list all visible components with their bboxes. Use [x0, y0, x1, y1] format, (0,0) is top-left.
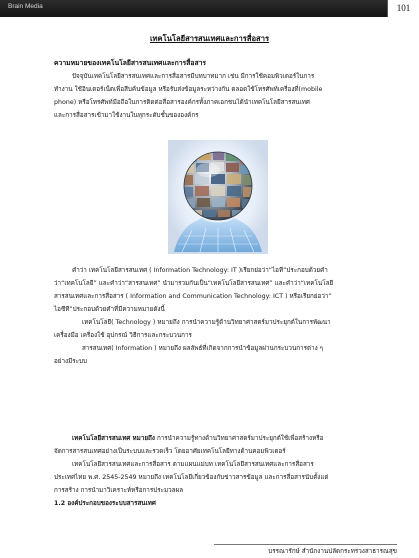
- information-line: สารสนเทศ( Information ) หมายถึง ผลลัพธ์ที่เกิดจากการนำข้อมูลผ่านกระบวนการต่าง ๆ: [82, 345, 324, 352]
- page-header: [0, 0, 419, 17]
- information-line: อย่างมีระบบ: [54, 358, 87, 365]
- globe-illustration: [168, 140, 268, 254]
- it-definition-paragraph: [54, 432, 374, 510]
- it-definition-text: การนำความรู้ทางด้านวิทยาศาสตร์มาประยุกต์ใช้เพื่อสร้างหรือ: [154, 435, 324, 442]
- document-title: เทคโนโลยีสารสนเทศและการสื่อสาร: [149, 34, 270, 43]
- definition-line: ว่า“เทคโนโลยี” และคำว่า“สารสนเทศ” นำมารวมกันเป็น“เทคโนโลยีสารสนเทศ” และคำว่า“เทคโนโลยี: [54, 280, 334, 287]
- definition-line: ไอซีที”ประกอบด้วยคำที่มีความหมายดังนี้: [54, 306, 165, 313]
- page-number: 101: [387, 0, 419, 17]
- footer-text: บรรณารักษ์ สำนักงานปลัดกระทรวงสาธารณสุข: [268, 548, 397, 555]
- subsection-heading: 1.2 องค์ประกอบของระบบสารสนเทศ: [54, 500, 156, 507]
- intro-paragraph: [54, 70, 374, 122]
- ict-line: เทคโนโลยีสารสนเทศและการสื่อสาร ตามแผนแม่บท เทคโนโลยีสารสนเทศและการสื่อสาร: [72, 461, 314, 468]
- it-definition-term: เทคโนโลยีสารสนเทศ หมายถึง: [72, 435, 155, 442]
- intro-line: ทำงาน ใช้อินเตอร์เน็ตเพื่อสืบค้นข้อมูล หรือรับส่งข้อมูลระหว่างกัน ตลอดใช้โทรศัพท์เครื่องที่(mobile: [54, 86, 323, 93]
- footer-divider: [214, 544, 397, 545]
- ict-line: การสร้าง การนำมาวิเคราะห์หรือการประมวลผล: [54, 487, 184, 494]
- definition-line: สารสนเทศและการสื่อสาร ( Information and Communication Technology: ICT ) หรือเรียกย่อว่า”: [54, 293, 332, 300]
- intro-line: ปัจจุบันเทคโนโลยีสารสนเทศและการสื่อสารมีบทบาทมาก เช่น มีการใช้คอมพิวเตอร์ในการ: [72, 73, 315, 80]
- brand-name: Brain Media: [8, 3, 43, 10]
- technology-line: เทคโนโลยี( Technology ) หมายถึง การนำความรู้ด้านวิทยาศาสตร์มาประยุกต์ในการพัฒนา: [82, 319, 331, 326]
- definition-line: คำว่า เทคโนโลยีสารสนเทศ ( Information Technology: IT )เรียกย่อว่า“ไอที”ประกอบด้วยคำ: [72, 267, 328, 274]
- it-definition-line: จัดการสารสนเทศอย่างเป็นระบบและรวดเร็ว โดยอาศัยเทคโนโลยีทางด้านคอมพิวเตอร์: [54, 448, 286, 455]
- ict-line: ประเทศไทย พ.ศ. 2545-2549 หมายถึง เทคโนโลยีเกี่ยวข้องกับข่าวสารข้อมูล และการสื่อสารนับตั้งแต่: [54, 474, 329, 481]
- definition-paragraph: [54, 264, 374, 368]
- intro-line: และการสื่อสารเข้ามาใช้งานในทุกระดับชั้นขององค์กร: [54, 112, 199, 119]
- intro-line: phone) หรือโทรศัพท์มือถือในการติดต่อสื่อสารองค์กรทั้งภาคเอกชนได้นำเทคโนโลยีสารสนเทศ: [54, 99, 310, 106]
- technology-line: เครื่องมือ เครื่องใช้ อุปกรณ์ วิธีการและกระบวนการ: [54, 332, 192, 339]
- section-heading: ความหมายของเทคโนโลยีสารสนเทศและการสื่อสาร: [54, 59, 207, 67]
